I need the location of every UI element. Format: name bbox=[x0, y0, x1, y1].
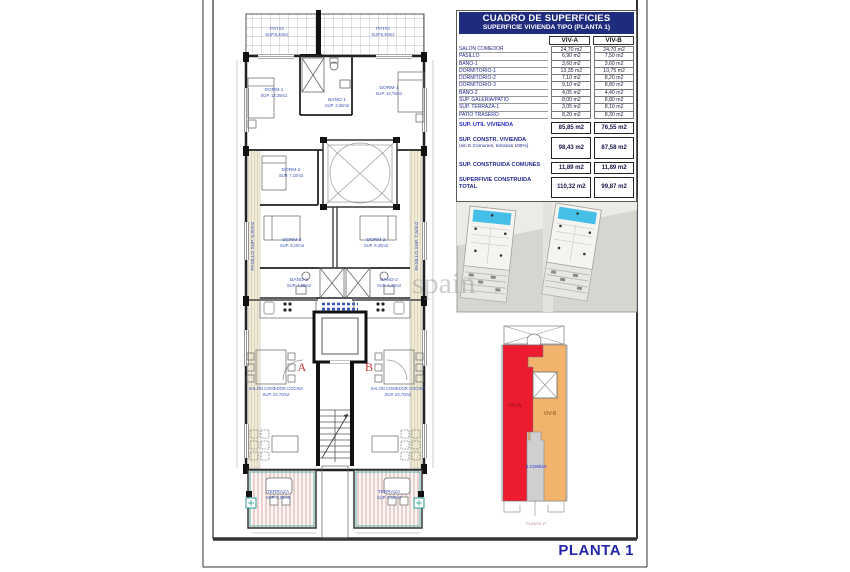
summary-value-viv-a: 98,43 m2 bbox=[551, 137, 591, 159]
summary-label: SUP. UTIL VIVIENDA bbox=[459, 121, 514, 128]
summary-value-viv-b: 11,89 m2 bbox=[594, 162, 634, 174]
row-label: SALON COMEDOR bbox=[459, 46, 548, 53]
summary-row-comunes bbox=[459, 162, 634, 174]
svg-text:SUP. 4,05m2: SUP. 4,05m2 bbox=[286, 283, 312, 288]
summary-value-viv-b: 99,87 m2 bbox=[594, 177, 634, 198]
label-dorm2-left: DORM-2 bbox=[281, 168, 301, 173]
key-plan bbox=[502, 326, 567, 526]
summary-value-viv-a: 85,85 m2 bbox=[551, 122, 591, 134]
label-terraza-right: TERRAZA bbox=[377, 490, 401, 495]
summary-value-viv-b: 87,58 m2 bbox=[594, 137, 634, 159]
summary-label: SUP. CONSTRUIDA COMUNES bbox=[459, 161, 541, 168]
row-label: SUP. GALERIA/PATIO bbox=[459, 97, 548, 104]
row-value-viv-b: 7,50 m2 bbox=[594, 53, 634, 60]
svg-text:SUP.8,20m2: SUP.8,20m2 bbox=[265, 32, 289, 37]
summary-label: SUP. CONSTR. VIVIENDA bbox=[459, 136, 527, 143]
key-viv-b-label: VIV-B bbox=[543, 411, 557, 417]
svg-text:SUP. 24,70m2: SUP. 24,70m2 bbox=[384, 392, 412, 397]
label-bano2-right: BAÑO-2 bbox=[380, 278, 398, 283]
column-viv-a: VIV-A bbox=[549, 36, 590, 45]
svg-text:SUP. 4,40m2: SUP. 4,40m2 bbox=[376, 283, 402, 288]
table-row bbox=[459, 90, 634, 97]
svg-text:SUP.8,30m2: SUP.8,30m2 bbox=[371, 32, 395, 37]
table-row bbox=[459, 104, 634, 111]
table-row bbox=[459, 68, 634, 75]
key-viv-a-label: VIV-A bbox=[508, 403, 522, 409]
row-value-viv-a: 3,60 m2 bbox=[551, 61, 591, 68]
table-row bbox=[459, 46, 634, 53]
row-value-viv-a: 8,00 m2 bbox=[551, 97, 591, 104]
sheet-title: PLANTA 1 bbox=[558, 542, 634, 559]
column-headers bbox=[459, 36, 634, 45]
row-label: PATIO TRASERO bbox=[459, 112, 548, 119]
label-pasillo-right: PASILLO SUP. 7,50m2 bbox=[415, 221, 420, 271]
label-patio-right: PATIO bbox=[376, 27, 390, 32]
key-plan-caption: PLANTA 1ª bbox=[526, 521, 546, 526]
unit-a-letter: A bbox=[297, 360, 307, 374]
svg-text:SUP. 24,70m2: SUP. 24,70m2 bbox=[262, 392, 290, 397]
row-value-viv-a: 4,05 m2 bbox=[551, 90, 591, 97]
svg-text:SUP. 8,20m2: SUP. 8,20m2 bbox=[363, 243, 389, 248]
label-dorm2-right: DORM-2 bbox=[366, 238, 386, 243]
row-label: DORMITORIO-1 bbox=[459, 68, 548, 75]
label-bano1: BAÑO-1 bbox=[328, 98, 346, 103]
row-value-viv-a: 3,05 m2 bbox=[551, 104, 591, 111]
svg-text:SUP. 7,10m2: SUP. 7,10m2 bbox=[278, 173, 304, 178]
label-dorm3-left: DORM-3 bbox=[282, 238, 302, 243]
label-patio-left: PATIO bbox=[270, 27, 284, 32]
light-well bbox=[323, 140, 397, 207]
summary-value-viv-a: 11,89 m2 bbox=[551, 162, 591, 174]
svg-text:SUP. 13,35m2: SUP. 13,35m2 bbox=[260, 93, 288, 98]
summary-value-viv-b: 76,55 m2 bbox=[594, 122, 634, 134]
svg-text:SUP. 9,10m2: SUP. 9,10m2 bbox=[279, 243, 305, 248]
table-header bbox=[459, 12, 634, 34]
table-row bbox=[459, 97, 634, 104]
unit-b-letter: B bbox=[364, 360, 374, 374]
elevator bbox=[314, 312, 366, 362]
row-value-viv-b: 8,80 m2 bbox=[594, 97, 634, 104]
floor-plan bbox=[237, 10, 433, 538]
key-comun-label: S.COMÚN bbox=[525, 464, 547, 469]
row-label: BAÑO-1 bbox=[459, 61, 548, 68]
table-row bbox=[459, 112, 634, 119]
summary-label-line2: TOTAL bbox=[459, 183, 478, 190]
row-value-viv-a: 6,90 m2 bbox=[551, 53, 591, 60]
row-value-viv-a: 9,10 m2 bbox=[551, 82, 591, 89]
watermark-text: spain bbox=[412, 267, 476, 300]
label-dorm1-right: DORM-1 bbox=[379, 86, 399, 91]
svg-text:SUP. 3,60m2: SUP. 3,60m2 bbox=[324, 103, 350, 108]
label-dorm1-left: DORM-1 bbox=[264, 88, 284, 93]
table-row bbox=[459, 53, 634, 60]
summary-row-constr bbox=[459, 137, 634, 159]
row-value-viv-b: 8,30 m2 bbox=[594, 112, 634, 119]
duct-shaft bbox=[316, 10, 321, 56]
summary-label-note: (sin E.Comunes, terrazas 100%) bbox=[459, 143, 529, 149]
row-value-viv-b: 8,80 m2 bbox=[594, 82, 634, 89]
row-label: PASILLO bbox=[459, 53, 548, 60]
table-row bbox=[459, 61, 634, 68]
row-label: DORMITORIO-3 bbox=[459, 82, 548, 89]
summary-row-total bbox=[459, 177, 634, 198]
svg-text:SUP. 3,05m2: SUP. 3,05m2 bbox=[265, 495, 291, 500]
label-pasillo-left: PASILLO SUP. 6,90m2 bbox=[251, 221, 256, 271]
summary-value-viv-a: 110,32 m2 bbox=[551, 177, 591, 198]
summary-label: SUPERFIVIE CONSTRUIDA bbox=[459, 176, 532, 183]
label-salon-right: SALÓN COMEDOR COCINA bbox=[370, 386, 426, 391]
summary-row-util bbox=[459, 122, 634, 134]
row-value-viv-b: 4,40 m2 bbox=[594, 90, 634, 97]
row-value-viv-a: 24,70 m2 bbox=[551, 46, 591, 53]
table-subtitle: SUPERFICIE VIVIENDA TIPO (PLANTA 1) bbox=[482, 24, 611, 31]
row-label: BAÑO-2 bbox=[459, 90, 548, 97]
label-terraza-left: TERRAZA bbox=[266, 490, 290, 495]
table-row bbox=[459, 75, 634, 82]
label-salon-left: SALÓN COMEDOR COCINA bbox=[248, 386, 304, 391]
row-value-viv-b: 3,60 m2 bbox=[594, 61, 634, 68]
row-label: SUP. TERRAZA-1 bbox=[459, 104, 548, 111]
surfaces-table bbox=[456, 10, 637, 202]
row-label: DORMITORIO-2 bbox=[459, 75, 548, 82]
row-value-viv-b: 8,10 m2 bbox=[594, 104, 634, 111]
row-value-viv-a: 7,10 m2 bbox=[551, 75, 591, 82]
table-body bbox=[459, 46, 634, 119]
row-value-viv-b: 24,70 m2 bbox=[594, 46, 634, 53]
table-title: CUADRO DE SUPERFICIES bbox=[482, 13, 611, 24]
column-viv-b: VIV-B bbox=[593, 36, 634, 45]
row-value-viv-b: 10,75 m2 bbox=[594, 68, 634, 75]
label-bano2-left: BAÑO-2 bbox=[290, 278, 308, 283]
svg-text:SUP. 8,10m2: SUP. 8,10m2 bbox=[376, 495, 402, 500]
row-value-viv-a: 8,20 m2 bbox=[551, 112, 591, 119]
table-row bbox=[459, 82, 634, 89]
svg-text:SUP. 10,75m2: SUP. 10,75m2 bbox=[375, 91, 403, 96]
row-value-viv-a: 13,35 m2 bbox=[551, 68, 591, 75]
row-value-viv-b: 8,20 m2 bbox=[594, 75, 634, 82]
aerial-renders bbox=[457, 198, 637, 312]
